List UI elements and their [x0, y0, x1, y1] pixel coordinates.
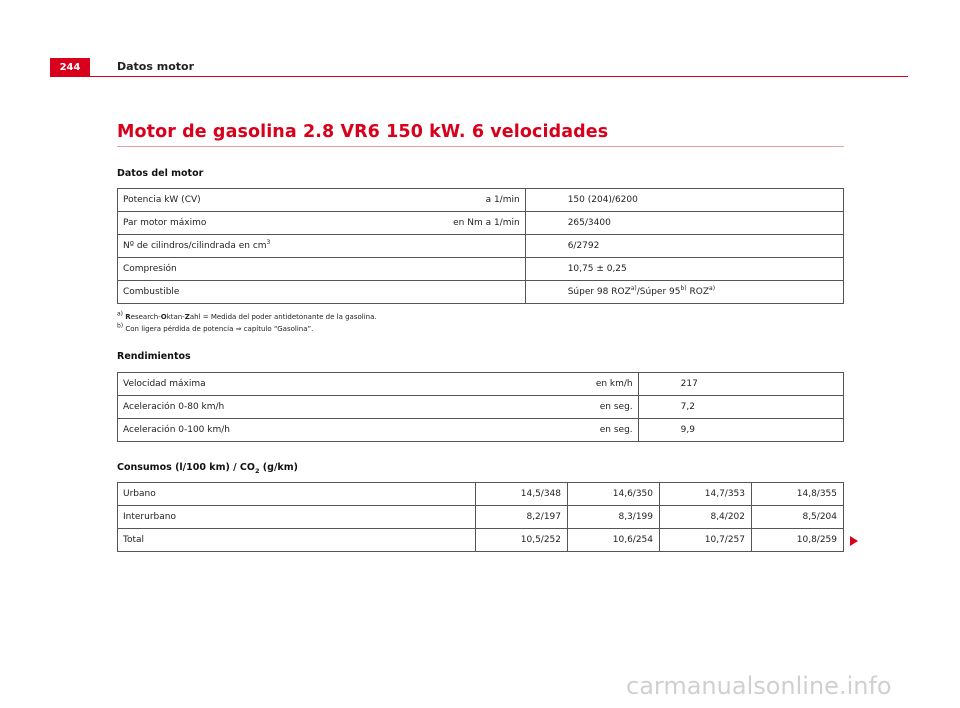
row-value: 7,2 — [638, 396, 843, 419]
row-value: 8,2/197 — [476, 506, 568, 529]
row-unit: a 1/min — [375, 189, 526, 212]
row-value: 8,5/204 — [752, 506, 844, 529]
consumption-section-title: Consumos (l/100 $km) / CO_2$ (g/km) — [117, 462, 298, 475]
footnote-b: $^{b)}$ Con ligera pérdida de potencia ⇒ capítulo “Gasolina”. — [117, 322, 314, 333]
row-label: Total — [118, 529, 476, 552]
row-label: Interurbano — [118, 506, 476, 529]
row-label: Urbano — [118, 483, 476, 506]
table-row — [118, 529, 844, 552]
row-value: 8,3/199 — [568, 506, 660, 529]
table-row — [118, 483, 844, 506]
row-value: 14,6/350 — [568, 483, 660, 506]
row-value: 14,5/348 — [476, 483, 568, 506]
engine-section-title: Datos del motor — [117, 168, 204, 179]
row-unit — [375, 281, 526, 304]
table-row — [118, 189, 844, 212]
performance-section-title: Rendimientos — [117, 351, 191, 362]
row-unit — [375, 258, 526, 281]
row-value: 14,8/355 — [752, 483, 844, 506]
table-row — [118, 506, 844, 529]
row-unit: en Nm a 1/min — [375, 212, 526, 235]
header-title: Datos motor — [117, 60, 195, 73]
row-label: Nº de cilindros/cilindrada en $cm^3$ — [118, 235, 375, 258]
row-label: Aceleración 0-80 km/h — [118, 396, 488, 419]
row-value: 8,4/202 — [660, 506, 752, 529]
row-value: 150 (204)/6200 — [525, 189, 843, 212]
header-rule — [50, 76, 908, 77]
row-value: 6/2792 — [525, 235, 843, 258]
row-value: 10,8/259 — [752, 529, 844, 552]
row-unit: en km/h — [488, 373, 639, 396]
row-label: Compresión — [118, 258, 375, 281]
continue-arrow-icon — [850, 536, 858, 546]
table-row — [118, 373, 844, 396]
row-value: 10,6/254 — [568, 529, 660, 552]
row-label: Par motor máximo — [118, 212, 375, 235]
row-value: 10,7/257 — [660, 529, 752, 552]
row-value: 10,75 ± 0,25 — [525, 258, 843, 281]
row-label: Velocidad máxima — [118, 373, 488, 396]
row-value: 217 — [638, 373, 843, 396]
row-value: 265/3400 — [525, 212, 843, 235]
row-value: 9,9 — [638, 419, 843, 442]
row-unit: en seg. — [488, 419, 639, 442]
table-row — [118, 235, 844, 258]
row-value: Súper 98 ROZ$^{a)}$/Súper 95$^{b)}$ ROZ$^{a)}$ — [525, 281, 843, 304]
title-rule — [117, 146, 844, 147]
table-row — [118, 212, 844, 235]
row-value: 14,7/353 — [660, 483, 752, 506]
footnote-a: $^{a)}$ Research-Oktan-Zahl = Medida del poder antidetonante de la gasolina. — [117, 310, 377, 321]
performance-table — [117, 372, 844, 442]
row-label: Combustible — [118, 281, 375, 304]
table-row — [118, 281, 844, 304]
row-value: 10,5/252 — [476, 529, 568, 552]
watermark: carmanualsonline.info — [626, 672, 892, 700]
table-row — [118, 419, 844, 442]
consumption-table — [117, 482, 844, 552]
table-row — [118, 258, 844, 281]
engine-table — [117, 188, 844, 304]
row-label: Aceleración 0-100 km/h — [118, 419, 488, 442]
row-unit — [375, 235, 526, 258]
row-unit: en seg. — [488, 396, 639, 419]
page-number: 244 — [50, 58, 90, 76]
table-row — [118, 396, 844, 419]
row-label: Potencia kW (CV) — [118, 189, 375, 212]
page-title: Motor de gasolina 2.8 VR6 150 kW. 6 velocidades — [117, 122, 609, 142]
footnotes — [117, 311, 377, 335]
